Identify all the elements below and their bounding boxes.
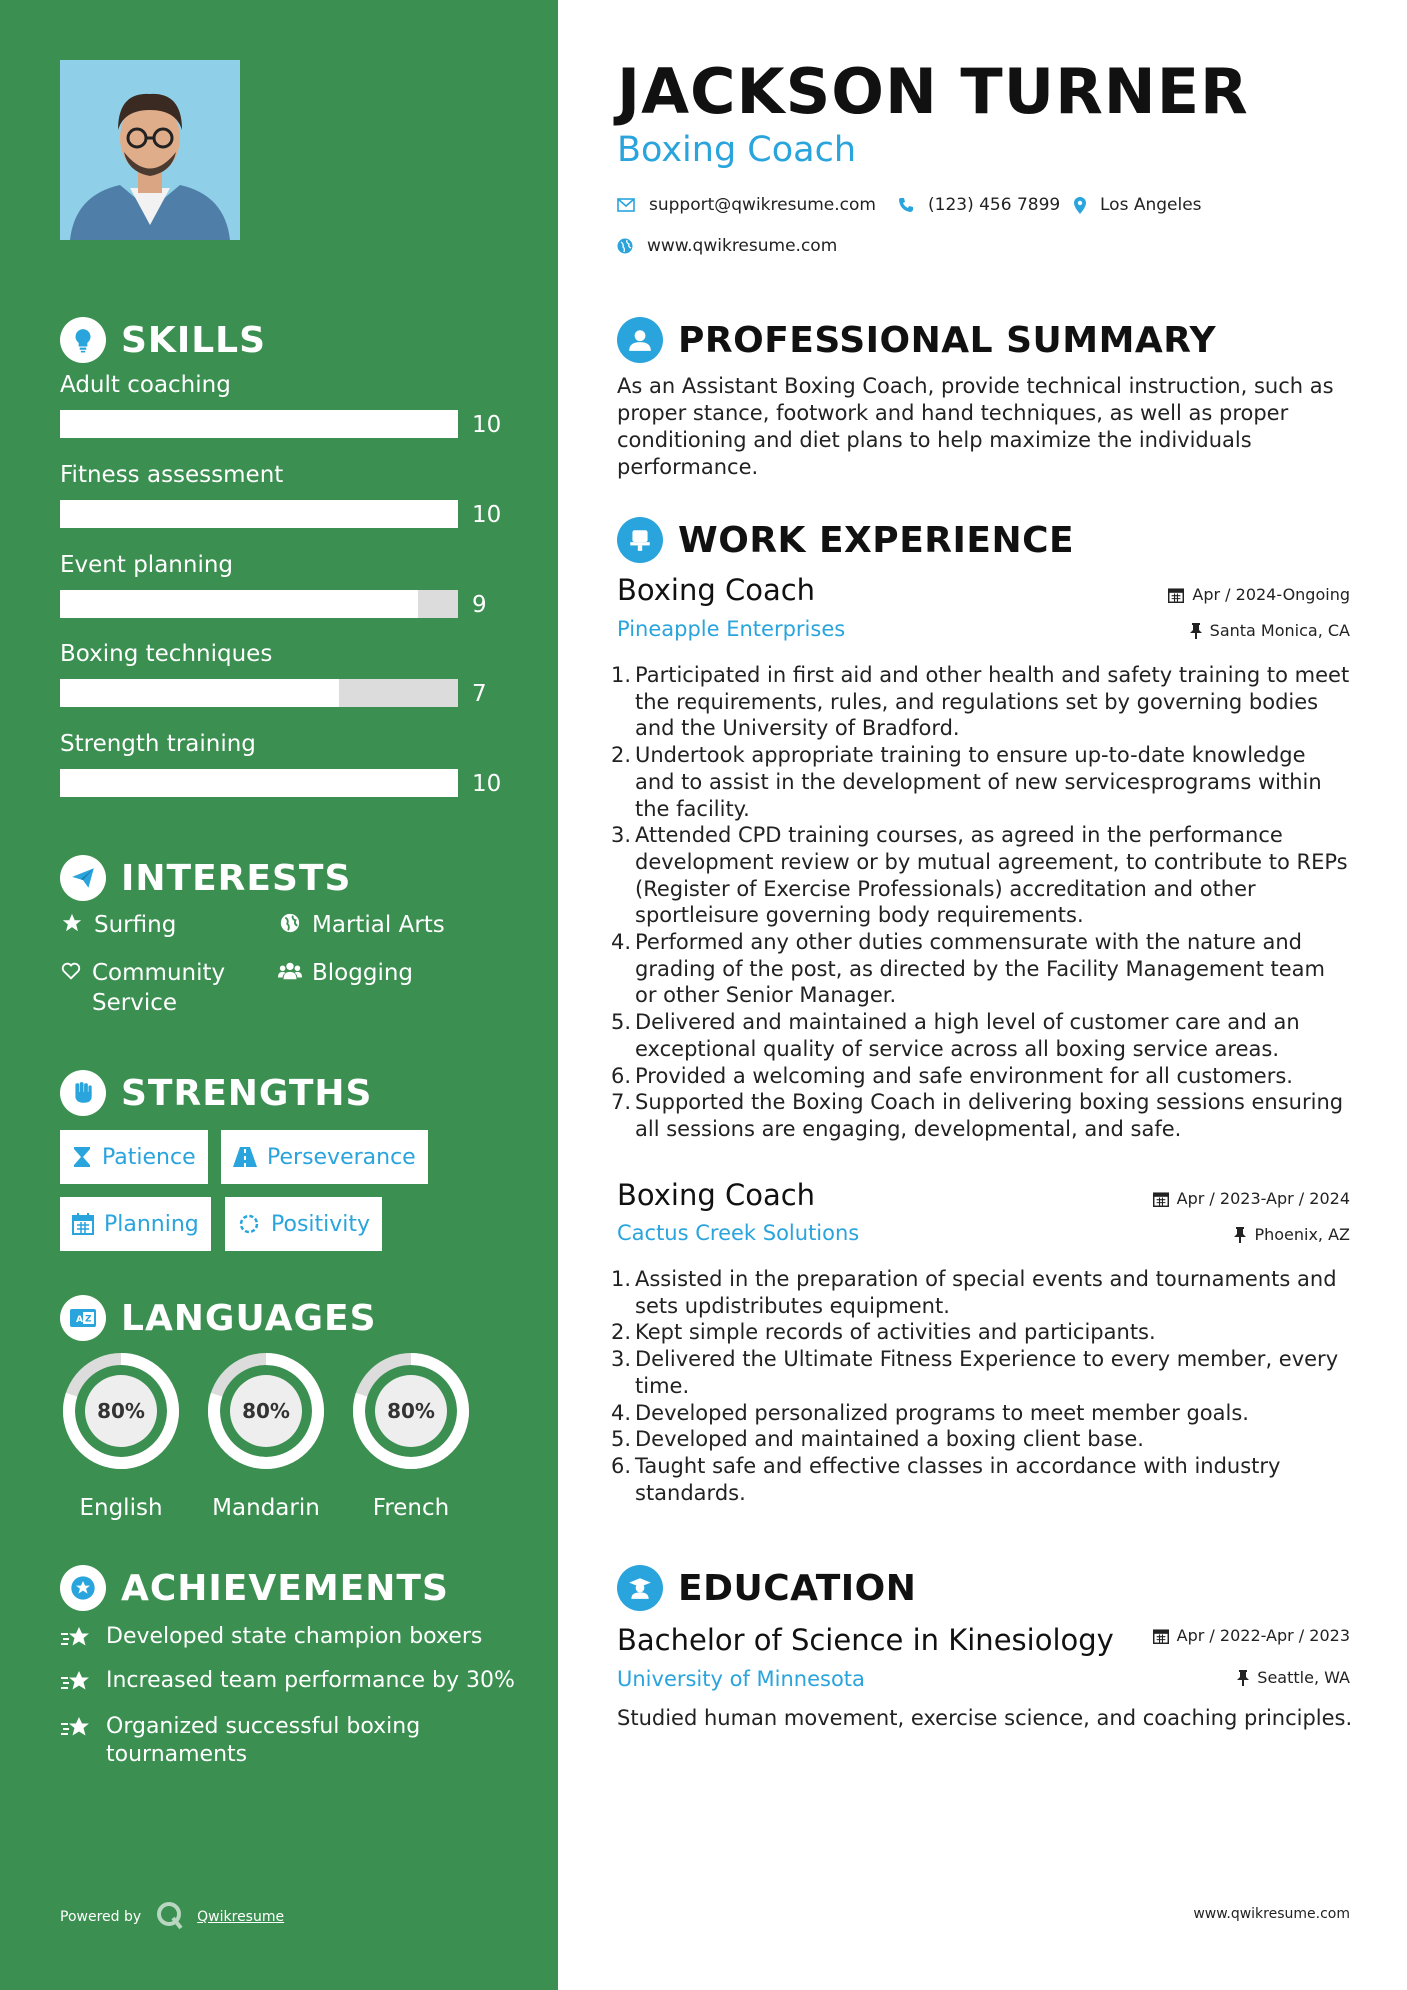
star-burst-icon <box>60 1667 92 1703</box>
heart-outline-icon <box>60 958 82 982</box>
road-icon <box>233 1147 257 1167</box>
skill-bar-fill <box>60 410 458 438</box>
job-duties <box>610 662 1350 1143</box>
interest-label: Martial Arts <box>312 912 445 938</box>
pushpin-icon <box>1190 623 1202 639</box>
summary-title: PROFESSIONAL SUMMARY <box>678 319 1217 361</box>
strength-label: Planning <box>104 1211 199 1237</box>
skill-name: Event planning <box>60 552 234 578</box>
duty-text: Provided a welcoming and safe environment for all customers. <box>635 1063 1293 1088</box>
language-item <box>59 1349 183 1521</box>
users-icon <box>278 958 302 982</box>
interests-heading <box>60 855 351 901</box>
sun-icon <box>237 1212 261 1236</box>
duty-number: 2. <box>610 743 631 768</box>
envelope-icon <box>617 198 635 212</box>
duty-number: 7. <box>610 1090 631 1115</box>
calendar-icon <box>1153 1628 1169 1644</box>
duty-text: Attended CPD training courses, as agreed in the performance development review or by mutual agreement, to contribute to REPs (Register of Exercise Professionals) accreditation and other sportleisure governing body requirements. <box>635 823 1348 928</box>
duty-text: Participated in first aid and other health and safety training to meet the requirements, rules, and regulations set by governing bodies and the University of Bradford. <box>635 663 1350 741</box>
skill-value: 10 <box>472 502 502 528</box>
achievement-item <box>60 1713 520 1769</box>
sidebar <box>0 0 558 1990</box>
education-location-text: Seattle, WA <box>1257 1668 1350 1687</box>
qwikresume-link[interactable]: Qwikresume <box>197 1909 285 1925</box>
language-progress-ring <box>59 1349 183 1473</box>
skill-item <box>60 552 520 618</box>
interest-item <box>278 958 413 988</box>
education-degree: Bachelor of Science in Kinesiology <box>617 1623 1114 1657</box>
skill-value: 7 <box>472 681 487 707</box>
achievement-text: Organized successful boxing tournaments <box>106 1714 421 1767</box>
education-title: EDUCATION <box>678 1567 917 1609</box>
education-description: Studied human movement, exercise science, and coaching principles. <box>617 1706 1353 1730</box>
globe-icon <box>278 910 302 934</box>
duty-item <box>610 662 1350 742</box>
duty-text: Developed and maintained a boxing client base. <box>635 1427 1144 1452</box>
duty-number: 6. <box>610 1453 631 1478</box>
skill-value: 10 <box>472 412 502 438</box>
duty-item <box>610 1009 1350 1062</box>
strength-label: Positivity <box>271 1211 371 1237</box>
hourglass-icon <box>72 1146 92 1168</box>
job-location-text: Santa Monica, CA <box>1209 621 1350 640</box>
skill-bar <box>60 410 458 438</box>
strength-chip <box>225 1197 382 1251</box>
skill-item <box>60 641 520 707</box>
strength-label: Patience <box>102 1144 196 1170</box>
powered-by-label: Powered by <box>60 1909 142 1925</box>
skill-bar <box>60 500 458 528</box>
graduate-icon <box>617 1565 663 1611</box>
strength-label: Perseverance <box>267 1144 416 1170</box>
job-dates-text: Apr / 2023-Apr / 2024 <box>1176 1189 1350 1208</box>
duty-item <box>610 1063 1350 1090</box>
contact-email[interactable] <box>617 195 876 215</box>
achievements-title: ACHIEVEMENTS <box>121 1567 449 1609</box>
job-dates-text: Apr / 2024-Ongoing <box>1192 585 1350 604</box>
candidate-name: JACKSON TURNER <box>617 55 1249 128</box>
strengths-heading <box>60 1070 372 1116</box>
education-location <box>1237 1668 1350 1687</box>
skill-name: Strength training <box>60 731 256 757</box>
fist-icon <box>60 1070 106 1116</box>
job-dates <box>1168 585 1350 604</box>
briefcase-icon <box>617 517 663 563</box>
language-progress-ring <box>204 1349 328 1473</box>
skill-bar <box>60 590 458 618</box>
duty-text: Performed any other duties commensurate with the nature and grading of the post, as directed by the Facility Management team or other Senior Manager. <box>635 930 1325 1008</box>
globe-icon <box>617 238 633 254</box>
achievement-item <box>60 1667 520 1703</box>
duty-item <box>610 1346 1350 1399</box>
duty-item <box>610 929 1350 1009</box>
duty-number: 5. <box>610 1427 631 1452</box>
duty-item <box>610 1266 1350 1319</box>
job-company: Pineapple Enterprises <box>617 617 846 641</box>
achievement-text: Developed state champion boxers <box>106 1624 483 1649</box>
duty-text: Assisted in the preparation of special events and tournaments and sets updistributes equipment. <box>635 1267 1337 1318</box>
education-dates-text: Apr / 2022-Apr / 2023 <box>1176 1626 1350 1645</box>
duty-number: 3. <box>610 823 631 848</box>
pushpin-icon <box>1234 1227 1246 1243</box>
job-duties <box>610 1266 1350 1506</box>
strength-chip <box>60 1130 208 1184</box>
duty-text: Delivered the Ultimate Fitness Experience to every member, every time. <box>635 1347 1339 1398</box>
svg-text:A: A <box>76 1315 83 1325</box>
education-school: University of Minnesota <box>617 1667 865 1691</box>
powered-by <box>60 1900 284 1934</box>
duty-text: Delivered and maintained a high level of customer care and an exceptional quality of service across all boxing service areas. <box>635 1010 1300 1061</box>
contact-phone[interactable] <box>898 195 1060 215</box>
skill-item <box>60 462 520 528</box>
duty-number: 2. <box>610 1320 631 1345</box>
star-icon <box>60 910 84 934</box>
job-location-text: Phoenix, AZ <box>1254 1225 1350 1244</box>
achievement-item <box>60 1623 520 1659</box>
education-heading <box>617 1565 916 1611</box>
interest-label: Community Service <box>92 960 226 1016</box>
translate-icon <box>60 1295 106 1341</box>
duty-text: Supported the Boxing Coach in delivering boxing sessions ensuring all sessions are engaging, developmental, and safe. <box>635 1090 1344 1141</box>
skill-bar-fill <box>60 590 418 618</box>
duty-number: 5. <box>610 1010 631 1035</box>
language-name: French <box>372 1495 450 1521</box>
language-name: Mandarin <box>212 1495 320 1521</box>
duty-item <box>610 1319 1350 1346</box>
language-item <box>349 1349 473 1521</box>
duty-item <box>610 822 1350 929</box>
interest-item <box>278 910 445 940</box>
star-badge-icon <box>60 1565 106 1611</box>
lightbulb-icon <box>60 317 106 363</box>
phone-text: (123) 456 7899 <box>928 195 1061 215</box>
summary-text: As an Assistant Boxing Coach, provide technical instruction, such as proper stance, footwork and hand techniques, as well as proper conditioning and diet plans to help maximize the individuals performance. <box>617 374 1334 479</box>
star-burst-icon <box>60 1623 92 1659</box>
calendar-icon <box>72 1213 94 1235</box>
svg-text:Z: Z <box>85 1314 92 1325</box>
language-percent: 80% <box>242 1399 290 1423</box>
duty-number: 6. <box>610 1063 631 1088</box>
duty-number: 4. <box>610 1400 631 1425</box>
skill-bar-fill <box>60 500 458 528</box>
location-text: Los Angeles <box>1100 195 1202 215</box>
skills-heading <box>60 317 266 363</box>
qwikresume-logo-icon <box>155 1900 185 1934</box>
star-burst-icon <box>60 1713 92 1749</box>
duty-number: 1. <box>610 663 631 687</box>
job-location <box>1190 621 1350 640</box>
skill-name: Fitness assessment <box>60 462 284 488</box>
language-progress-ring <box>349 1349 473 1473</box>
experience-title: WORK EXPERIENCE <box>678 519 1075 561</box>
strength-chip <box>60 1197 211 1251</box>
map-pin-icon <box>1074 197 1086 214</box>
pushpin-icon <box>1237 1670 1249 1686</box>
duty-text: Developed personalized programs to meet member goals. <box>635 1400 1249 1425</box>
skill-value: 9 <box>472 592 487 618</box>
job-title: Boxing Coach <box>617 1178 816 1212</box>
language-name: English <box>79 1495 163 1521</box>
skill-item <box>60 372 520 438</box>
summary-heading <box>617 317 1216 363</box>
duty-number: 4. <box>610 930 631 955</box>
website-text: www.qwikresume.com <box>647 236 838 256</box>
interest-label: Surfing <box>94 912 177 938</box>
candidate-role: Boxing Coach <box>617 130 857 170</box>
duty-item <box>610 742 1350 822</box>
language-item <box>204 1349 328 1521</box>
paper-plane-icon <box>60 855 106 901</box>
duty-text: Kept simple records of activities and participants. <box>635 1320 1156 1345</box>
languages-title: LANGUAGES <box>121 1297 377 1339</box>
language-percent: 80% <box>97 1399 145 1423</box>
interests-title: INTERESTS <box>121 857 352 899</box>
skill-name: Adult coaching <box>60 372 231 398</box>
skill-bar <box>60 769 458 797</box>
profile-photo <box>60 60 240 240</box>
job-location <box>1234 1225 1350 1244</box>
calendar-icon <box>1153 1191 1169 1207</box>
interest-label: Blogging <box>312 960 414 986</box>
skill-bar-fill <box>60 769 458 797</box>
skill-bar-fill <box>60 679 339 707</box>
job-dates <box>1153 1189 1350 1208</box>
footer-url[interactable]: www.qwikresume.com <box>1193 1906 1350 1922</box>
education-dates <box>1153 1626 1350 1645</box>
duty-item <box>610 1453 1350 1506</box>
job-company: Cactus Creek Solutions <box>617 1221 860 1245</box>
language-percent: 80% <box>387 1399 435 1423</box>
strengths-title: STRENGTHS <box>121 1072 373 1114</box>
skill-name: Boxing techniques <box>60 641 273 667</box>
duty-text: Undertook appropriate training to ensure up-to-date knowledge and to assist in the development of new servicesprograms within the facility. <box>635 743 1322 821</box>
duty-number: 3. <box>610 1347 631 1372</box>
duty-item <box>610 1400 1350 1427</box>
user-icon <box>617 317 663 363</box>
interest-item <box>60 910 176 940</box>
skill-value: 10 <box>472 771 502 797</box>
duty-item <box>610 1426 1350 1453</box>
contact-location <box>1074 195 1202 215</box>
duty-number: 1. <box>610 1267 631 1291</box>
skill-item <box>60 731 520 797</box>
languages-heading <box>60 1295 377 1341</box>
duty-text: Taught safe and effective classes in accordance with industry standards. <box>635 1453 1281 1505</box>
strength-chip <box>221 1130 428 1184</box>
skill-bar <box>60 679 458 707</box>
skills-title: SKILLS <box>121 319 267 361</box>
achievement-text: Increased team performance by 30% <box>106 1668 515 1693</box>
email-text: support@qwikresume.com <box>649 195 876 215</box>
job-title: Boxing Coach <box>617 573 816 607</box>
achievements-heading <box>60 1565 449 1611</box>
duty-item <box>610 1089 1350 1142</box>
contact-website[interactable] <box>617 236 837 256</box>
interest-item <box>60 958 260 1018</box>
phone-icon <box>898 197 914 213</box>
calendar-icon <box>1168 587 1184 603</box>
experience-heading <box>617 517 1074 563</box>
